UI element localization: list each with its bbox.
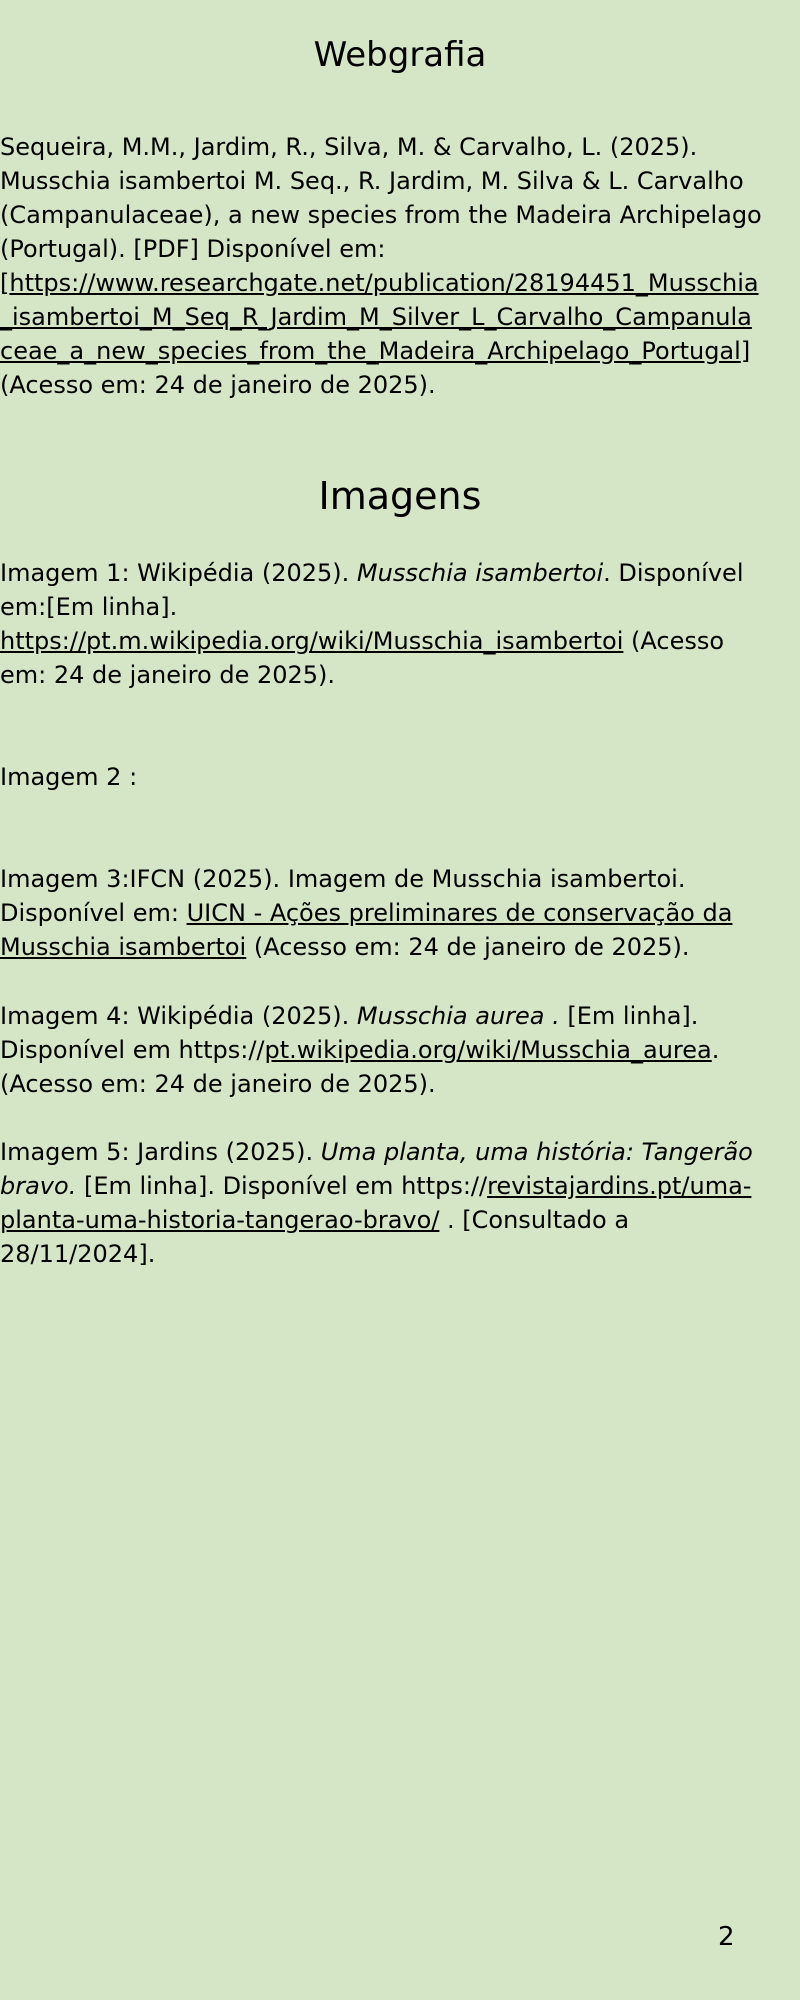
reference-line: Imagem 3:IFCN (2025). Imagem de Musschia isambertoi.	[0, 865, 686, 893]
uicn-link-continued[interactable]: Musschia isambertoi	[0, 933, 247, 961]
uicn-link[interactable]: UICN - Ações preliminares de conservação da	[186, 899, 733, 927]
reference-line: 28/11/2024].	[0, 1240, 156, 1268]
species-name: Musschia aurea .	[356, 1002, 560, 1030]
img1-suffix: . Disponível	[603, 559, 744, 587]
reference-line: em:[Em linha].	[0, 593, 178, 621]
reference-line: Imagem 2 :	[0, 763, 138, 791]
revistajardins-link[interactable]: revistajardins.pt/uma-	[487, 1172, 752, 1200]
reference-line	[0, 1033, 800, 1067]
page-number: 2	[718, 1922, 735, 1952]
reference-line	[0, 1135, 800, 1169]
img3-prefix: Disponível em:	[0, 899, 187, 927]
reference-line	[0, 1203, 800, 1237]
img5-mid: [Em linha]. Disponível em https://	[76, 1172, 488, 1200]
img5-prefix: Imagem 5: Jardins (2025).	[0, 1138, 321, 1166]
webgrafia-reference	[0, 130, 800, 402]
reference-link-line	[0, 300, 800, 334]
img4-suffix: [Em linha].	[559, 1002, 699, 1030]
img4-link-suffix: .	[711, 1036, 720, 1064]
img1-after-link: (Acesso	[623, 627, 725, 655]
article-title-continued: bravo.	[0, 1172, 77, 1200]
article-title: Uma planta, uma história: Tangerão	[320, 1138, 753, 1166]
reference-link-line	[0, 266, 800, 300]
bracket-close: ]	[740, 337, 751, 365]
reference-line	[0, 896, 800, 930]
reference-line: Musschia isambertoi M. Seq., R. Jardim, M. Silva & L. Carvalho	[0, 167, 744, 195]
reference-line: (Campanulaceae), a new species from the Madeira Archipelago	[0, 201, 762, 229]
wikipedia-isambertoi-link[interactable]: https://pt.m.wikipedia.org/wiki/Musschia_isambertoi	[0, 627, 624, 655]
revistajardins-link-continued[interactable]: planta-uma-historia-tangerao-bravo/	[0, 1206, 440, 1234]
img4-link-prefix: Disponível em https://	[0, 1036, 265, 1064]
researchgate-link[interactable]: https://www.researchgate.net/publication/28194451_Musschia	[9, 269, 759, 297]
image-1-reference	[0, 556, 800, 692]
wikipedia-aurea-link[interactable]: pt.wikipedia.org/wiki/Musschia_aurea	[264, 1036, 712, 1064]
reference-link-line	[0, 334, 800, 368]
img5-after-link: . [Consultado a	[439, 1206, 630, 1234]
reference-line: (Portugal). [PDF] Disponível em:	[0, 235, 386, 263]
img3-after-link: (Acesso em: 24 de janeiro de 2025).	[246, 933, 690, 961]
researchgate-link-continued[interactable]: _isambertoi_M_Seq_R_Jardim_M_Silver_L_Carvalho_Campanula	[0, 303, 752, 331]
reference-line: Sequeira, M.M., Jardim, R., Silva, M. & Carvalho, L. (2025).	[0, 133, 698, 161]
reference-line	[0, 1169, 800, 1203]
reference-line: (Acesso em: 24 de janeiro de 2025).	[0, 1070, 436, 1098]
species-name: Musschia isambertoi	[356, 559, 604, 587]
reference-line	[0, 556, 800, 590]
webgrafia-heading: Webgrafia	[313, 35, 487, 75]
img4-prefix: Imagem 4: Wikipédia (2025).	[0, 1002, 357, 1030]
img1-prefix: Imagem 1: Wikipédia (2025).	[0, 559, 357, 587]
researchgate-link-continued[interactable]: ceae_a_new_species_from_the_Madeira_Archipelago_Portugal	[0, 337, 741, 365]
imagens-heading: Imagens	[318, 474, 482, 518]
reference-line: em: 24 de janeiro de 2025).	[0, 661, 336, 689]
reference-line: (Acesso em: 24 de janeiro de 2025).	[0, 371, 436, 399]
reference-line	[0, 999, 800, 1033]
image-2-reference	[0, 760, 800, 794]
image-4-reference	[0, 999, 800, 1101]
reference-line	[0, 930, 800, 964]
reference-line	[0, 624, 800, 658]
image-3-reference	[0, 862, 800, 964]
bracket-open: [	[0, 269, 10, 297]
image-5-reference	[0, 1135, 800, 1271]
